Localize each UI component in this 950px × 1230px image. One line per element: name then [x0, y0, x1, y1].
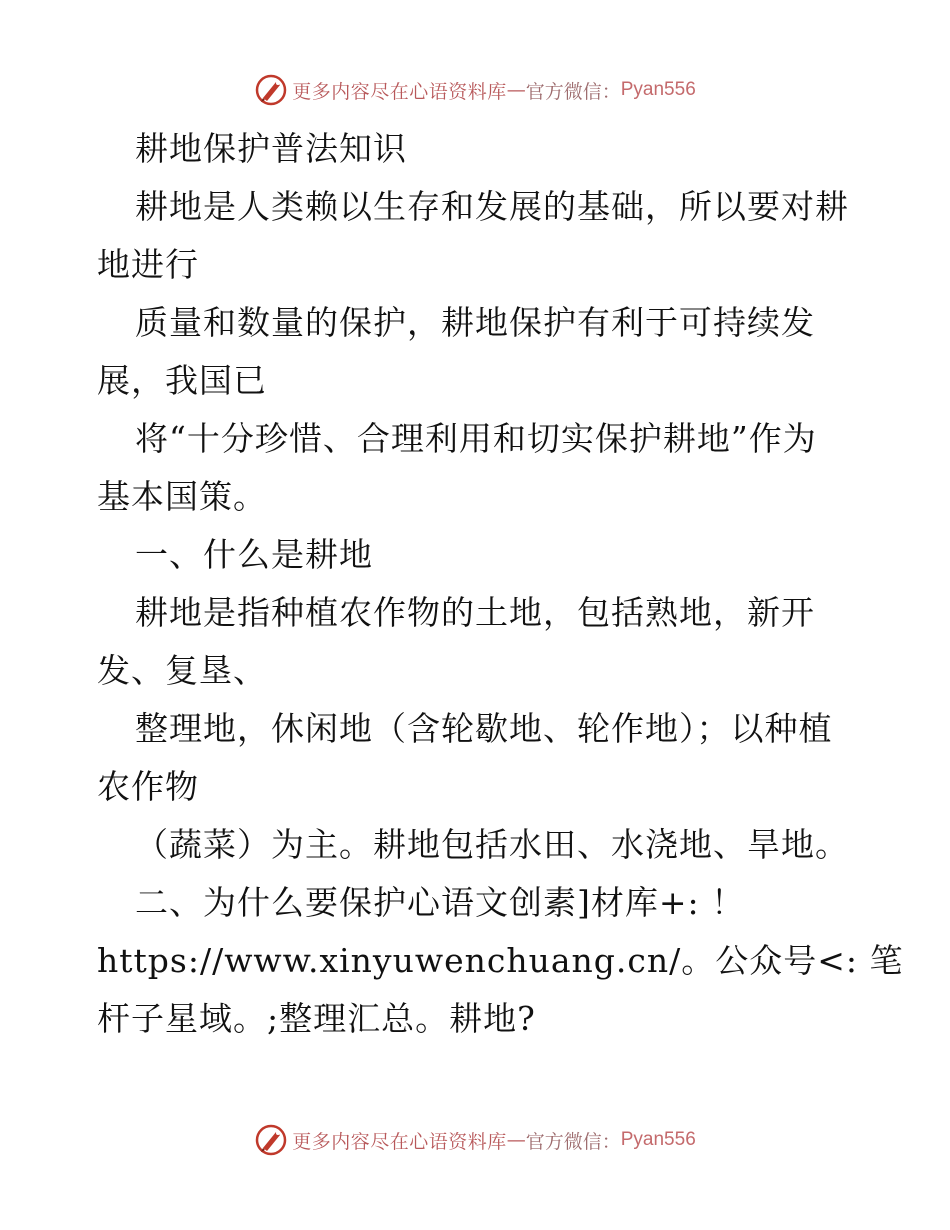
- header-banner: [0, 70, 950, 110]
- banner-separator: —: [506, 79, 526, 101]
- banner-wechat-id: Pyan556: [620, 1129, 696, 1150]
- paragraph-line: 将“十分珍惜、合理利用和切实保护耕地”作为: [135, 419, 817, 458]
- banner-wechat-id: Pyan556: [620, 79, 696, 100]
- paragraph-line: 农作物: [97, 767, 199, 806]
- paragraph-line: 展，我国已: [97, 361, 267, 400]
- banner-slogan: 更多内容尽在心语资料库: [292, 1130, 507, 1153]
- paragraph-line: 整理地，休闲地（含轮歇地、轮作地）；以种植: [135, 709, 833, 748]
- paragraph-line: （蔬菜）为主。耕地包括水田、水浇地、旱地。: [135, 825, 849, 864]
- paragraph-line: 基本国策。: [97, 477, 267, 516]
- pen-logo-icon: [254, 1123, 288, 1157]
- paragraph-line: 地进行: [97, 245, 199, 284]
- banner-wechat-label: 官方微信：: [525, 1130, 621, 1153]
- section-heading: 二、为什么要保护心语文创素]材库+: ！: [135, 883, 746, 922]
- footer-banner: [0, 1120, 950, 1160]
- paragraph-line: 耕地是指种植农作物的土地，包括熟地，新开: [135, 593, 815, 632]
- banner-slogan: 更多内容尽在心语资料库: [292, 80, 507, 103]
- document-title: 耕地保护普法知识: [135, 129, 407, 168]
- paragraph-line: 质量和数量的保护，耕地保护有利于可持续发: [135, 303, 815, 342]
- banner-separator: —: [506, 1129, 526, 1151]
- document-body: [97, 120, 904, 1048]
- paragraph-line: 发、复垦、: [97, 651, 267, 690]
- pen-logo-icon: [254, 73, 288, 107]
- banner-wechat-label: 官方微信：: [525, 80, 621, 103]
- section-heading: 一、什么是耕地: [135, 535, 373, 574]
- paragraph-line: 耕地是人类赖以生存和发展的基础，所以要对耕: [135, 187, 849, 226]
- paragraph-line: https://www.xinyuwenchuang.cn/。公众号<: 笔: [97, 941, 904, 980]
- paragraph-line: 杆子星域。;整理汇总。耕地?: [97, 999, 536, 1038]
